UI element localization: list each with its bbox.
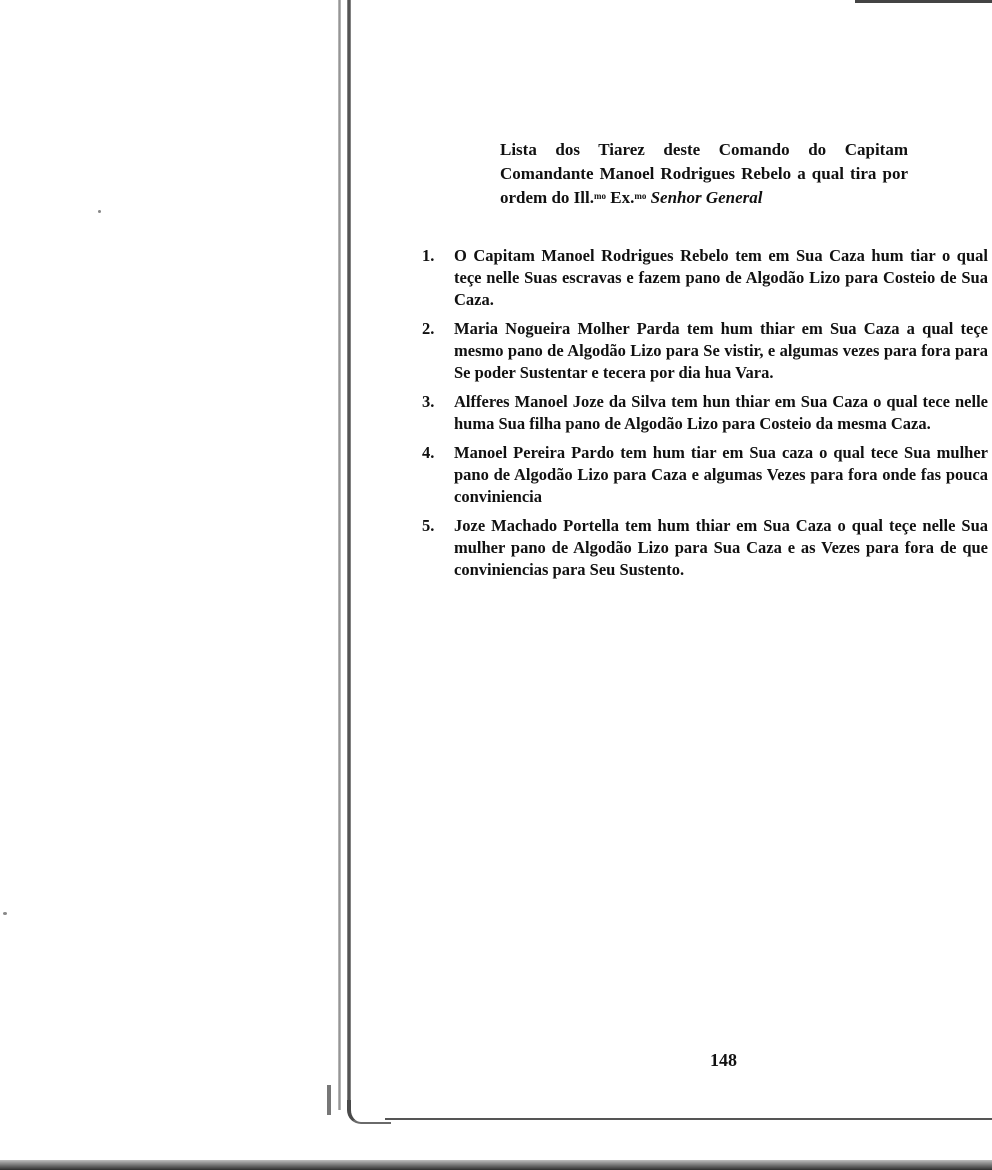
list-item-text: Joze Machado Portella tem hum thiar em Sua Caza o qual teçe nelle Sua mulher pano de Algodão Lizo para Sua Caza e as Vezes para fora de que conviniencias para Seu Sustento. bbox=[454, 516, 988, 579]
scan-speck bbox=[3, 912, 7, 915]
list-item-text: Alfferes Manoel Joze da Silva tem hun thiar em Sua Caza o qual tece nelle huma Sua filha pano de Algodão Lizo para Costeio da mesma Caza. bbox=[454, 392, 988, 433]
heading-text: Senhor General bbox=[646, 188, 763, 207]
scan-speck bbox=[98, 210, 101, 213]
list-item-number: 1. bbox=[422, 246, 435, 265]
document-heading bbox=[500, 138, 908, 210]
list-item bbox=[422, 515, 988, 581]
page-number: 148 bbox=[710, 1050, 737, 1070]
list-item-number: 3. bbox=[422, 392, 435, 411]
list-item bbox=[422, 245, 988, 311]
heading-text: Ex. bbox=[605, 188, 635, 207]
list-item-number: 5. bbox=[422, 516, 435, 535]
list-item-text: Manoel Pereira Pardo tem hum tiar em Sua caza o qual tece Sua mulher pano de Algodão Lizo para Caza e algumas Vezes para fora onde fas pouca conviniencia bbox=[454, 443, 988, 506]
heading-superscript: mo bbox=[593, 191, 606, 201]
page-binding-edge bbox=[347, 0, 351, 1105]
page-gutter-shadow bbox=[338, 0, 341, 1110]
list-item-text: Maria Nogueira Molher Parda tem hum thiar em Sua Caza a qual teçe mesmo pano de Algodão Lizo para Se vistir, e algumas vezes para fora para Se poder Sustentar e tecera por dia hua Vara. bbox=[454, 319, 988, 382]
loom-list bbox=[422, 245, 988, 588]
list-item-text: O Capitam Manoel Rodrigues Rebelo tem em Sua Caza hum tiar o qual teçe nelle Suas escravas e fazem pano de Algodão Lizo para Costeio de Sua Caza. bbox=[454, 246, 988, 309]
page-top-edge bbox=[855, 0, 992, 3]
scan-mark bbox=[327, 1085, 331, 1115]
page-corner-edge bbox=[347, 1100, 391, 1124]
list-item bbox=[422, 318, 988, 384]
heading-text: Lista dos Tiarez deste Comando do Capitam Comandante Manoel Rodrigues Rebelo a qual tira por ordem do Ill. bbox=[500, 140, 908, 207]
list-item bbox=[422, 442, 988, 508]
list-item-number: 4. bbox=[422, 443, 435, 462]
list-item-number: 2. bbox=[422, 319, 435, 338]
scan-bottom-shadow bbox=[0, 1160, 992, 1170]
page-bottom-edge bbox=[385, 1118, 992, 1120]
heading-superscript: mo bbox=[634, 191, 647, 201]
list-item bbox=[422, 391, 988, 435]
